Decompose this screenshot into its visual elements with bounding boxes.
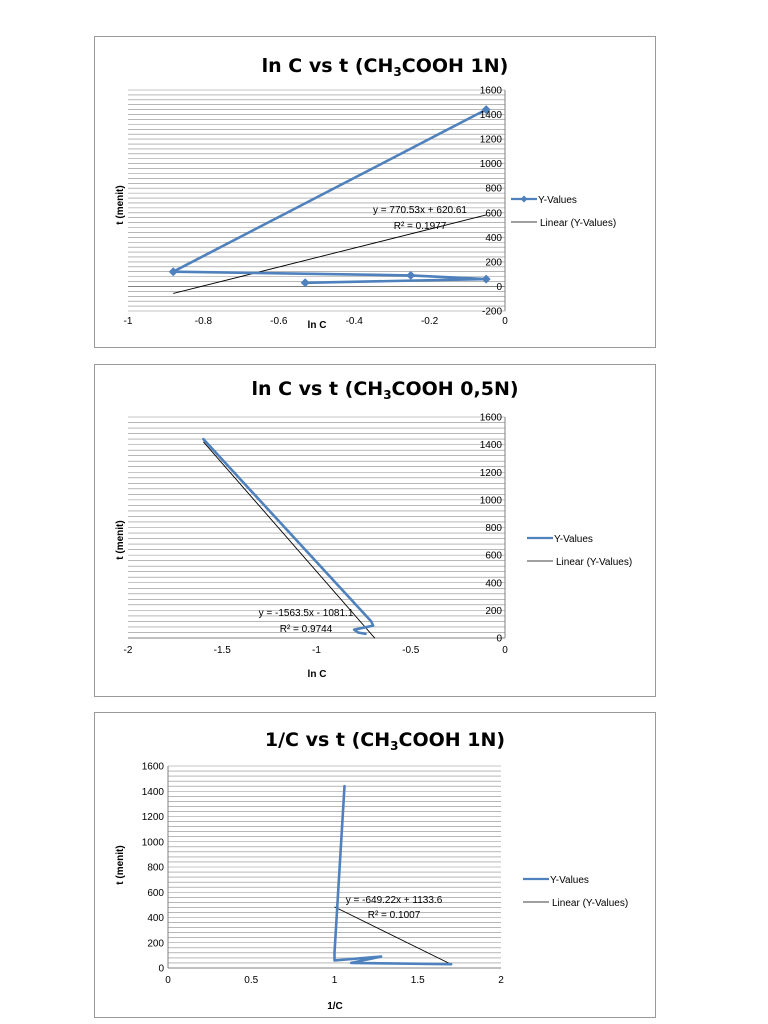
x-axis-title: ln C — [307, 320, 327, 331]
y-axis-title: t (menit) — [115, 185, 126, 225]
y-tick-label: 1200 — [479, 134, 502, 146]
data-point — [301, 278, 310, 287]
legend-trend-label: Linear (Y-Values) — [552, 898, 629, 909]
legend-trend-label: Linear (Y-Values) — [556, 557, 633, 568]
y-tick-label: 600 — [485, 208, 502, 220]
y-tick-label: 200 — [485, 605, 502, 617]
y-tick-label: 400 — [147, 913, 164, 924]
y-tick-label: 1600 — [479, 85, 502, 97]
legend — [511, 195, 616, 229]
y-tick-label: 1200 — [141, 812, 164, 823]
x-axis-title: ln C — [307, 669, 327, 680]
y-tick-label: 600 — [485, 550, 502, 562]
data-point — [482, 275, 491, 284]
y-tick-label: 1600 — [141, 761, 164, 773]
x-tick-label: 0 — [165, 975, 171, 986]
x-axis-title: 1/C — [327, 1001, 343, 1012]
y-tick-label: 0 — [158, 963, 164, 975]
y-tick-label: 0 — [496, 281, 502, 293]
y-tick-label: 200 — [147, 938, 164, 950]
y-tick-label: 800 — [485, 183, 502, 195]
legend-series-label: Y-Values — [538, 195, 577, 206]
trendline-r2: R² = 0.1977 — [393, 221, 447, 232]
x-tick-label: -0.4 — [345, 316, 363, 327]
x-tick-label: 0 — [502, 645, 508, 656]
y-tick-label: -200 — [481, 306, 502, 318]
chart-inv-c-1n-canvas — [95, 713, 657, 1019]
chart-title: ln C vs t ($CH_3COOH$ 0,5N) — [251, 378, 519, 402]
y-tick-label: 0 — [496, 633, 502, 645]
y-axis-title: t (menit) — [115, 520, 126, 560]
legend-series-marker — [521, 196, 528, 203]
legend-trend-label: Linear (Y-Values) — [540, 218, 617, 229]
y-tick-label: 1600 — [479, 412, 502, 424]
y-tick-label: 1400 — [479, 440, 502, 452]
x-tick-label: 1.5 — [410, 975, 425, 986]
chart-title: 1/C vs t ($CH_3COOH$ 1N) — [264, 729, 506, 753]
legend-series-label: Y-Values — [550, 875, 589, 886]
chart-inv-c-1n — [94, 712, 656, 1018]
x-tick-label: -1 — [123, 316, 133, 327]
x-tick-label: -0.2 — [420, 316, 439, 327]
x-tick-label: -1 — [312, 645, 321, 656]
data-point — [169, 267, 178, 276]
y-tick-label: 1000 — [141, 837, 164, 849]
chart-ln-c-05n-canvas — [95, 365, 657, 698]
x-tick-label: -0.8 — [194, 316, 213, 327]
x-tick-label: 1 — [331, 975, 338, 986]
y-tick-label: 800 — [485, 523, 502, 534]
chart-ln-c-1n — [94, 36, 656, 348]
x-tick-label: -1.5 — [213, 645, 231, 656]
y-tick-label: 200 — [485, 257, 502, 269]
y-tick-label: 800 — [147, 862, 164, 874]
chart-title: ln C vs t ($CH_3COOH$ 1N) — [261, 55, 509, 79]
chart-ln-c-1n-canvas — [95, 37, 657, 349]
x-tick-label: -0.6 — [270, 316, 288, 327]
trendline-equation: y = -1563.5x - 1081.1 — [258, 608, 354, 619]
trendline-r2: R² = 0.1007 — [367, 910, 421, 921]
trendline-equation: y = -649.22x + 1133.6 — [345, 895, 443, 906]
x-tick-label: 2 — [498, 975, 504, 986]
chart-ln-c-05n — [94, 364, 656, 697]
y-tick-label: 400 — [485, 232, 502, 244]
x-tick-label: -2 — [123, 645, 133, 656]
y-tick-label: 1400 — [479, 110, 502, 122]
x-tick-label: 0.5 — [244, 975, 259, 986]
y-tick-label: 600 — [147, 887, 164, 899]
x-tick-label: -0.5 — [402, 645, 420, 656]
trendline-r2: R² = 0.9744 — [279, 624, 333, 635]
trendline-equation: y = 770.53x + 620.61 — [373, 205, 467, 216]
legend — [527, 534, 632, 568]
y-tick-label: 400 — [485, 578, 502, 590]
y-tick-label: 1200 — [479, 467, 502, 479]
y-tick-label: 1000 — [479, 495, 502, 507]
y-tick-label: 1000 — [479, 159, 502, 171]
legend — [523, 875, 628, 909]
data-point — [406, 271, 415, 280]
y-tick-label: 1400 — [141, 786, 164, 798]
legend-series-label: Y-Values — [554, 534, 593, 545]
x-tick-label: 0 — [502, 316, 508, 327]
y-axis-title: t (menit) — [115, 845, 126, 885]
